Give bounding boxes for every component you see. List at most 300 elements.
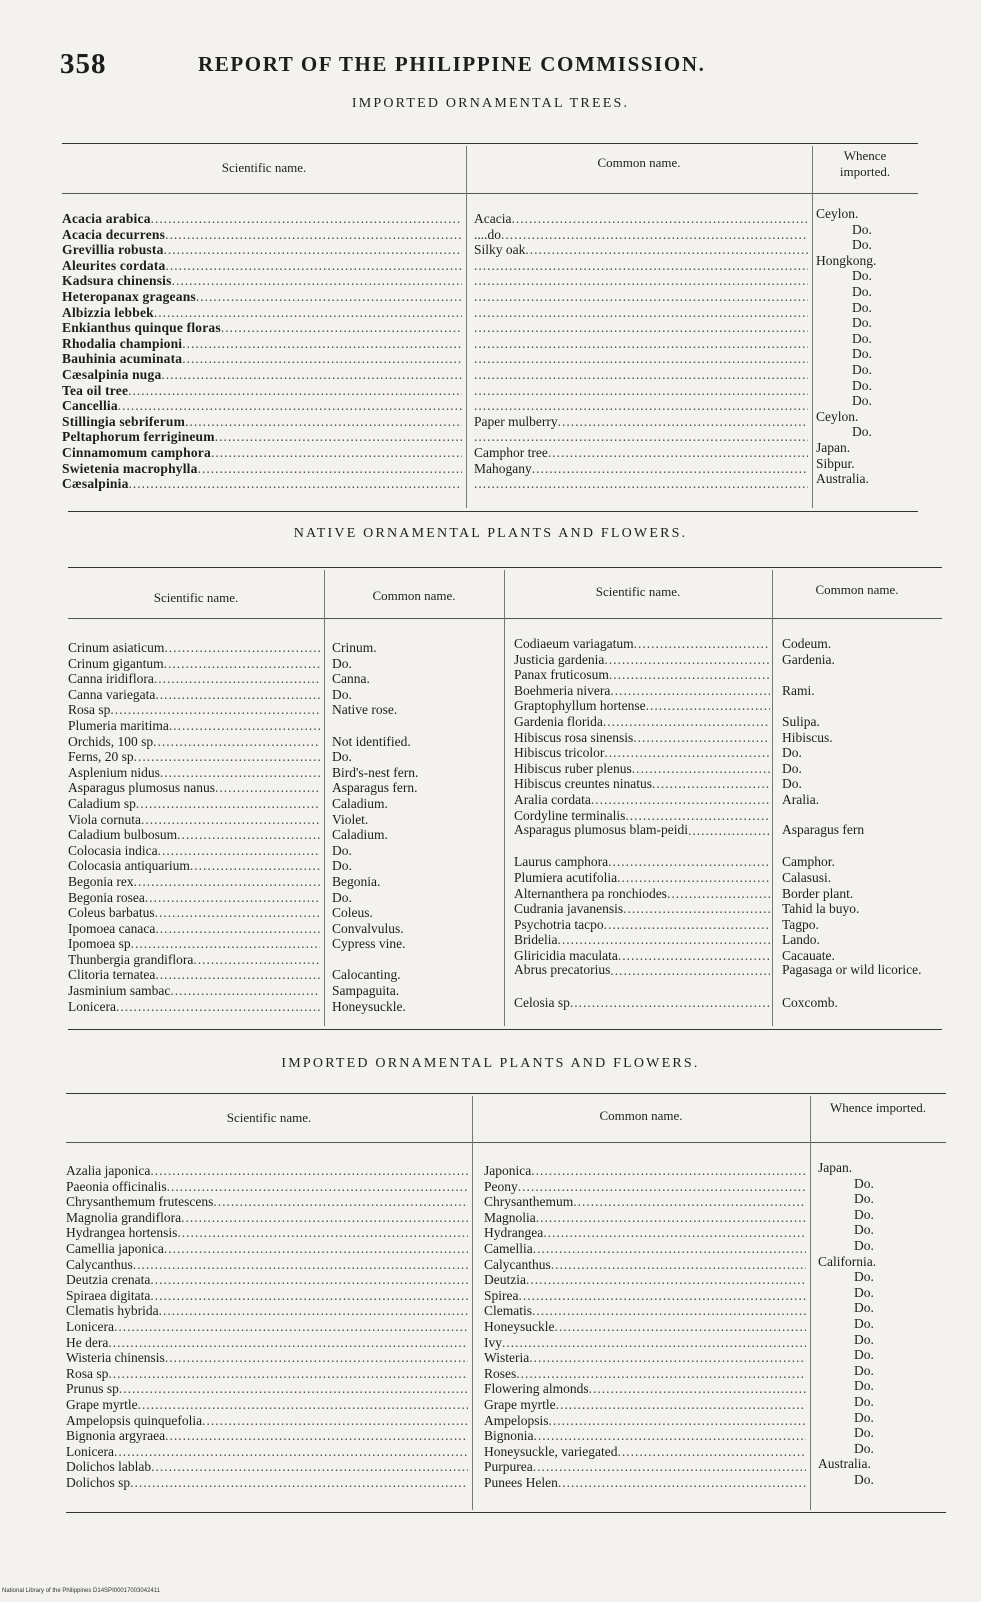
leader-dots [114, 1444, 468, 1460]
leader-dots [165, 1350, 468, 1366]
whence-cell [818, 1191, 944, 1207]
leader-dots [108, 1366, 468, 1382]
col-header-whence: Whence imported. [839, 148, 891, 179]
table-top-rule [68, 567, 942, 568]
scientific-name-cell [62, 398, 462, 414]
cell-text: Sampaguita. [332, 983, 400, 999]
scientific-name-column [62, 211, 462, 492]
leader-dots [474, 258, 808, 274]
common-name-cell [474, 258, 808, 274]
common-name-cell [484, 1350, 806, 1366]
cell-text: Caladium sp [68, 795, 136, 811]
leader-dots [134, 749, 320, 765]
leader-dots [525, 242, 808, 258]
whence-cell [816, 300, 920, 316]
cell-text: Hydrangea [484, 1225, 544, 1241]
cell-text: Tea oil tree [62, 382, 129, 398]
common-name-cell [474, 351, 808, 367]
cell-text: Grevillia robusta [62, 242, 164, 258]
scientific-name-cell [66, 1335, 468, 1351]
cell-text: Begonia rex [68, 873, 134, 889]
leader-dots [159, 1303, 468, 1319]
scientific-name-cell [68, 640, 320, 656]
cell-text: Hibiscus creuntes ninatus [514, 776, 652, 792]
leader-dots [558, 1475, 806, 1491]
cell-text: Plumeria maritima [68, 717, 169, 733]
scientific-name-cell [514, 714, 770, 730]
cell-text: Do. [854, 1440, 874, 1456]
leader-dots [165, 227, 462, 243]
col-header-common: Common name. [599, 1108, 683, 1123]
common-name-cell [782, 901, 944, 917]
cell-text: Do. [852, 237, 872, 253]
cell-text: Cypress vine. [332, 936, 406, 952]
common-name-cell [332, 734, 502, 750]
cell-text: Japonica [484, 1163, 532, 1178]
leader-dots [145, 890, 320, 906]
cell-text: Do. [852, 361, 872, 377]
whence-cell [816, 315, 920, 331]
cell-text: Begonia. [332, 873, 381, 889]
common-name-cell [484, 1272, 806, 1288]
common-name-cell [484, 1335, 806, 1351]
cell-text: Magnolia [484, 1209, 536, 1225]
cell-text: Canna iridiflora [68, 671, 154, 687]
cell-text: Boehmeria nivera [514, 682, 611, 698]
column-divider [810, 1096, 811, 1510]
leader-dots [474, 336, 808, 352]
leader-dots [154, 305, 462, 321]
whence-cell [818, 1300, 944, 1316]
common-name-cell [332, 936, 502, 952]
cell-text: Calocanting. [332, 967, 401, 983]
scientific-name-cell [66, 1179, 468, 1195]
native-plants-title: NATIVE ORNAMENTAL PLANTS AND FLOWERS. [293, 526, 688, 541]
cell-text: Australia. [818, 1456, 871, 1472]
common-name-cell [782, 698, 944, 714]
leader-dots [177, 1225, 468, 1241]
scientific-name-cell [514, 917, 770, 933]
leader-dots [532, 1303, 806, 1319]
scientific-name-cell [62, 273, 462, 289]
cell-text: Magnolia grandiflora [66, 1209, 182, 1225]
cell-text: Justicia gardenia [514, 651, 605, 667]
col-header-scientific: Scientific name. [221, 160, 307, 175]
common-name-cell [332, 765, 502, 781]
table-bottom-rule [66, 1512, 946, 1513]
leader-dots [526, 1272, 806, 1288]
cell-text: Caladium. [332, 795, 388, 811]
leader-dots [131, 936, 320, 952]
whence-cell [816, 378, 920, 394]
common-name-cell [474, 429, 808, 445]
cell-text: Do. [332, 858, 352, 874]
leader-dots [558, 414, 808, 430]
scientific-name-cell [62, 445, 462, 461]
leader-dots [170, 983, 320, 999]
leader-dots [536, 1210, 806, 1226]
cell-text: Calycanthus [484, 1256, 551, 1272]
common-name-cell [484, 1210, 806, 1226]
leader-dots [531, 1163, 806, 1179]
scientific-name-cell [66, 1444, 468, 1460]
leader-dots [151, 1459, 468, 1475]
cell-text: Sibpur. [816, 455, 855, 471]
scientific-name-cell [68, 936, 320, 952]
whence-cell [818, 1394, 944, 1410]
common-name-column [332, 640, 502, 1014]
scientific-name-cell [66, 1475, 468, 1491]
whence-cell [818, 1347, 944, 1363]
common-name-cell [782, 948, 944, 964]
leader-dots [116, 999, 320, 1015]
header-rule [68, 618, 942, 619]
col-header-whence: Whence imported. [829, 1100, 926, 1115]
scientific-name-cell [66, 1397, 468, 1413]
cell-text: Colocasia indica [68, 842, 158, 858]
common-name-cell [332, 858, 502, 874]
common-name-cell [782, 995, 944, 1011]
cell-text: Peony [484, 1178, 518, 1194]
leader-dots [474, 273, 808, 289]
cell-text: Do. [782, 776, 802, 792]
leader-dots [110, 702, 320, 718]
common-name-cell [332, 718, 502, 734]
cell-text: Stillingia sebriferum [62, 413, 186, 429]
leader-dots [164, 640, 320, 656]
leader-dots [160, 765, 320, 781]
cell-text: Crinum asiaticum [68, 640, 165, 655]
leader-dots [181, 1210, 468, 1226]
cell-text: Laurus camphora [514, 854, 609, 870]
col-header-common: Common name. [597, 155, 681, 170]
col-header-scientific-2: Scientific name. [595, 584, 681, 599]
cell-text: Camellia [484, 1240, 533, 1256]
whence-cell [816, 362, 920, 378]
common-name-cell [782, 870, 944, 886]
leader-dots [119, 1381, 468, 1397]
cell-text: Dolichos lablab [66, 1459, 152, 1475]
common-name-cell [782, 776, 944, 792]
leader-dots [198, 461, 462, 477]
common-name-cell [474, 211, 808, 227]
whence-cell [816, 222, 920, 238]
leader-dots [543, 1225, 806, 1241]
cell-text: Do. [854, 1378, 874, 1394]
leader-dots [167, 1179, 468, 1195]
scientific-name-cell [514, 932, 770, 948]
cell-text: Deutzia crenata [66, 1272, 151, 1288]
leader-dots [196, 289, 462, 305]
whence-cell [816, 409, 920, 425]
whence-cell [816, 206, 920, 222]
leader-dots [604, 652, 770, 668]
leader-dots [474, 351, 808, 367]
common-name-cell [782, 792, 944, 808]
leader-dots [501, 227, 808, 243]
scientific-name-cell [66, 1272, 468, 1288]
col-header-scientific: Scientific name. [226, 1110, 312, 1125]
leader-dots [529, 1350, 806, 1366]
scientific-name-cell [68, 952, 320, 968]
scientific-name-cell [68, 734, 320, 750]
leader-dots [136, 796, 320, 812]
common-name-cell [484, 1303, 806, 1319]
leader-dots [502, 1335, 806, 1351]
scientific-name-cell [66, 1350, 468, 1366]
common-name-cell [484, 1381, 806, 1397]
table-bottom-rule [68, 1029, 942, 1030]
common-name-cell [782, 932, 944, 948]
scientific-name-cell [62, 414, 462, 430]
leader-dots [533, 1241, 806, 1257]
leader-dots [138, 1397, 468, 1413]
cell-text: Canna. [332, 671, 370, 687]
cell-text: Lonicera [66, 1318, 114, 1334]
cell-text: Rosa sp [66, 1365, 109, 1381]
cell-text: Thunbergia grandiflora [68, 951, 194, 967]
leader-dots [610, 683, 770, 699]
common-name-cell [332, 983, 502, 999]
common-name-cell [484, 1444, 806, 1460]
cell-text: Jasminium sambac [68, 983, 171, 999]
leader-dots [193, 952, 320, 968]
cell-text: Aleurites cordata [62, 257, 166, 273]
leader-dots [551, 1257, 806, 1273]
whence-cell [818, 1441, 944, 1457]
cell-text: Do. [852, 346, 872, 362]
leader-dots [155, 921, 320, 937]
column-divider [324, 570, 325, 1026]
leader-dots [114, 1319, 468, 1335]
cell-text: Coleus. [332, 905, 373, 921]
cell-text: Sulipa. [782, 713, 820, 729]
common-name-cell [782, 652, 944, 668]
common-name-cell [474, 367, 808, 383]
cell-text: Swietenia macrophylla [62, 460, 198, 476]
common-name-cell [782, 761, 944, 777]
whence-cell [818, 1410, 944, 1426]
scientific-name-cell [514, 995, 770, 1011]
leader-dots [128, 383, 462, 399]
cell-text: Spiraea digitata [66, 1287, 151, 1303]
cell-text: Native rose. [332, 702, 398, 718]
whence-cell [816, 424, 920, 440]
leader-dots [118, 398, 462, 414]
cell-text: Asparagus plumosus nanus [68, 780, 215, 796]
whence-imported-column [818, 1160, 944, 1487]
cell-text: Kadsura chinensis [62, 273, 172, 289]
leader-dots [185, 414, 462, 430]
cell-text: Lonicera [68, 998, 116, 1014]
leader-dots [608, 854, 770, 870]
cell-text: Hydrangea hortensis [66, 1225, 178, 1241]
leader-dots [155, 687, 320, 703]
scientific-name-cell [68, 718, 320, 734]
common-name-cell [484, 1475, 806, 1491]
column-divider [472, 1096, 473, 1510]
common-name-cell [332, 890, 502, 906]
common-name-cell [484, 1366, 806, 1382]
cell-text: Clitoria ternatea [68, 967, 156, 983]
cell-text: Rami. [782, 682, 815, 698]
whence-cell [818, 1207, 944, 1223]
cell-text: Caladium. [332, 827, 388, 843]
cell-text: Do. [854, 1347, 874, 1363]
cell-text: Do. [854, 1315, 874, 1331]
whence-imported-column [816, 206, 920, 487]
leader-dots [570, 995, 770, 1011]
common-name-cell [332, 812, 502, 828]
cell-text: Wisteria chinensis [66, 1350, 165, 1366]
scientific-name-cell [514, 652, 770, 668]
common-name-cell [484, 1288, 806, 1304]
cell-text: Cacauate. [782, 947, 835, 963]
leader-dots [169, 718, 320, 734]
cell-text: Bridelia [514, 932, 558, 948]
cell-text: Cudrania javanensis [514, 901, 624, 917]
scientific-name-cell [514, 870, 770, 886]
scientific-name-cell [514, 854, 770, 870]
leader-dots [202, 1413, 468, 1429]
cell-text: Coxcomb. [782, 994, 838, 1010]
common-name-cell [782, 854, 944, 870]
cell-text: Graptophyllum hortense [514, 698, 646, 714]
whence-cell [818, 1238, 944, 1254]
scientific-name-cell [514, 823, 770, 854]
header-rule [62, 193, 918, 194]
common-name-cell [484, 1428, 806, 1444]
common-name-cell [474, 227, 808, 243]
scientific-name-cell [66, 1428, 468, 1444]
scientific-name-cell [66, 1194, 468, 1210]
cell-text: He dera [66, 1334, 109, 1350]
whence-cell [816, 253, 920, 269]
whence-cell [818, 1285, 944, 1301]
whence-cell [818, 1378, 944, 1394]
whence-cell [818, 1269, 944, 1285]
leader-dots [633, 730, 770, 746]
cell-text: Bignonia argyraea [66, 1428, 166, 1444]
cell-text: Ceylon. [816, 206, 859, 221]
cell-text: Paper mulberry [474, 413, 558, 429]
leader-dots [133, 1257, 468, 1273]
cell-text: Orchids, 100 sp [68, 733, 154, 749]
whence-cell [818, 1472, 944, 1488]
cell-text: Begonia rosea [68, 889, 145, 905]
leader-dots [164, 1241, 468, 1257]
scientific-name-cell [68, 905, 320, 921]
common-name-cell [474, 383, 808, 399]
table-top-rule [62, 143, 918, 144]
cell-text: Acacia arabica [62, 211, 151, 226]
cell-text: Pagasaga or wild licorice. [782, 963, 922, 978]
leader-dots [190, 858, 320, 874]
cell-text: Calycanthus [66, 1256, 133, 1272]
cell-text: Do. [854, 1284, 874, 1300]
leader-dots [141, 812, 320, 828]
cell-text: Lonicera [66, 1443, 114, 1459]
leader-dots [604, 745, 770, 761]
scientific-name-cell [62, 320, 462, 336]
cell-text: Do. [852, 424, 872, 440]
cell-text: Codeum. [782, 636, 832, 651]
common-name-cell [332, 687, 502, 703]
cell-text: Ampelopsis [484, 1412, 549, 1428]
cell-text: Spirea [484, 1287, 519, 1303]
leader-dots [632, 761, 770, 777]
common-name-column [484, 1163, 806, 1490]
leader-dots [558, 932, 771, 948]
scientific-name-cell [514, 963, 770, 994]
cell-text: Do. [332, 686, 352, 702]
cell-text: Do. [852, 268, 872, 284]
cell-text: Cancellia [62, 398, 118, 414]
common-name-cell [474, 320, 808, 336]
leader-dots [617, 870, 770, 886]
whence-cell [816, 268, 920, 284]
cell-text: Psychotria tacpo [514, 916, 604, 932]
leader-dots [474, 398, 808, 414]
scientific-name-cell [68, 874, 320, 890]
whence-cell [816, 440, 920, 456]
common-name-cell [484, 1179, 806, 1195]
leader-dots [610, 963, 770, 994]
cell-text: Viola cornuta [68, 811, 142, 827]
leader-dots [155, 905, 320, 921]
scientific-name-cell [66, 1288, 468, 1304]
scientific-name-cell [514, 808, 770, 824]
cell-text: Dolichos sp [66, 1474, 131, 1490]
leader-dots [554, 1319, 806, 1335]
cell-text: Camphor tree [474, 444, 548, 460]
cell-text: Ceylon. [816, 408, 859, 424]
scientific-name-cell [68, 843, 320, 859]
whence-cell [816, 331, 920, 347]
cell-text: Violet. [332, 811, 369, 827]
leader-dots [652, 776, 770, 792]
leader-dots [474, 305, 808, 321]
cell-text: Lando. [782, 932, 820, 948]
cell-text: Bird's-nest fern. [332, 764, 419, 780]
scientific-name-cell [62, 289, 462, 305]
column-divider [466, 146, 467, 508]
leader-dots [549, 1413, 806, 1429]
scientific-name-cell [68, 656, 320, 672]
common-name-cell [332, 702, 502, 718]
common-name-cell [782, 730, 944, 746]
scientific-name-column [66, 1163, 468, 1490]
common-name-cell [484, 1163, 806, 1179]
cell-text: Do. [852, 299, 872, 315]
common-name-cell [332, 967, 502, 983]
cell-text: Japan. [818, 1160, 853, 1175]
cell-text: Flowering almonds [484, 1381, 589, 1397]
cell-text: Albizzia lebbek [62, 304, 154, 320]
common-name-cell [332, 843, 502, 859]
scientific-name-cell [68, 780, 320, 796]
cell-text: Do. [854, 1237, 874, 1253]
scientific-name-cell [66, 1381, 468, 1397]
leader-dots [182, 336, 462, 352]
common-name-cell [782, 808, 944, 824]
col-header-common: Common name. [372, 588, 456, 603]
cell-text: Clematis [484, 1303, 532, 1319]
common-name-cell [484, 1241, 806, 1257]
common-name-cell [332, 827, 502, 843]
scientific-name-cell [68, 999, 320, 1015]
whence-cell [818, 1254, 944, 1270]
